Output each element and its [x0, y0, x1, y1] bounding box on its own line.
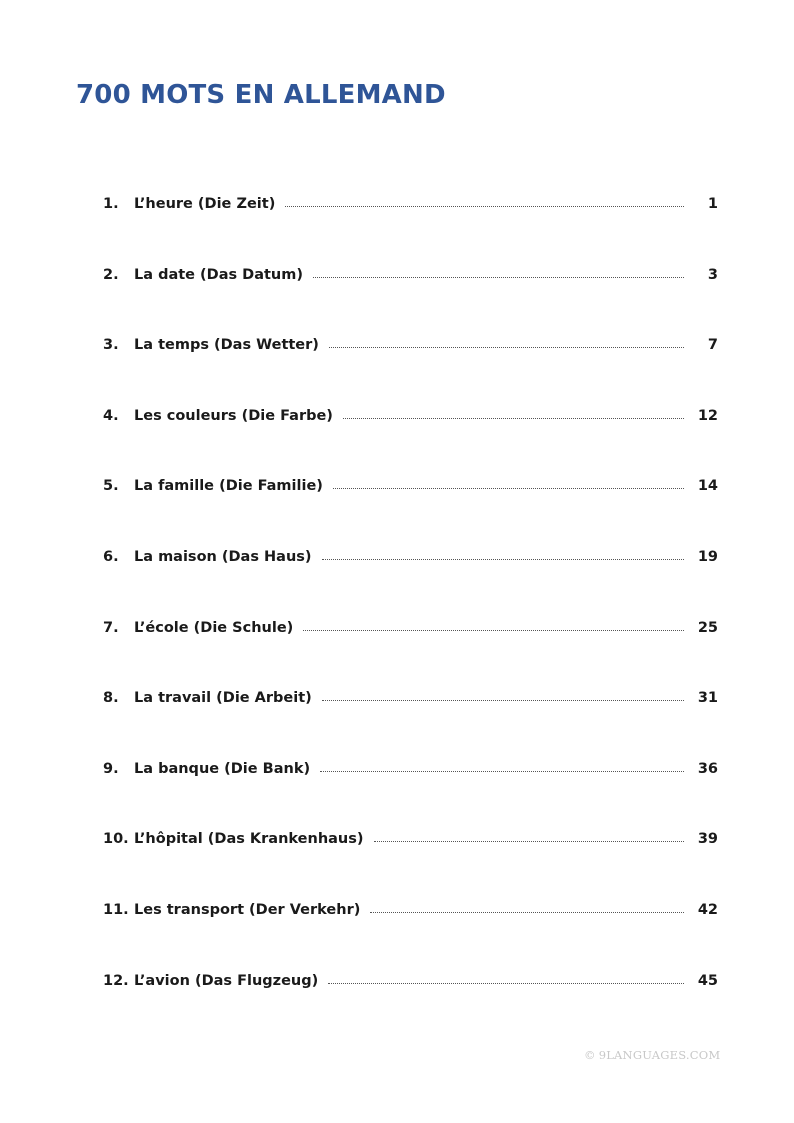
toc-entry-page: 19	[697, 548, 718, 565]
page-title: 700 MOTS EN ALLEMAND	[76, 80, 446, 110]
toc-entry-label: La date (Das Datum)	[134, 266, 303, 283]
toc-dot-leader	[370, 912, 683, 913]
toc-entry[interactable]	[103, 824, 718, 895]
toc-entry[interactable]	[103, 542, 718, 613]
toc-dot-leader	[303, 630, 684, 631]
toc-entry-number: 8.	[103, 690, 119, 707]
toc-entry-number: 11.	[103, 901, 129, 918]
toc-entry[interactable]	[103, 754, 718, 825]
toc-dot-leader	[322, 700, 684, 701]
watermark	[584, 1048, 720, 1062]
toc-entry-number: 9.	[103, 760, 119, 777]
toc-entry-label: L’hôpital (Das Krankenhaus)	[134, 831, 364, 848]
toc-entry[interactable]	[103, 330, 718, 401]
toc-entry-label: La travail (Die Arbeit)	[134, 690, 312, 707]
toc-entry-page: 1	[707, 196, 718, 212]
toc-entry-label: La banque (Die Bank)	[134, 760, 311, 777]
toc-entry-number: 12.	[103, 972, 129, 989]
toc-entry-number: 5.	[103, 478, 119, 495]
toc-entry-number: 10.	[103, 831, 129, 848]
toc-entry-number: 3.	[103, 337, 119, 354]
toc-entry-number: 4.	[103, 407, 119, 424]
table-of-contents	[103, 189, 718, 1036]
toc-dot-leader	[322, 559, 684, 560]
toc-entry[interactable]	[103, 966, 718, 1037]
toc-entry-label: Les transport (Der Verkehr)	[134, 901, 361, 918]
toc-entry-number: 1.	[103, 196, 119, 212]
toc-dot-leader	[333, 488, 684, 489]
toc-entry[interactable]	[103, 683, 718, 754]
copyright-icon: ©	[584, 1048, 596, 1062]
toc-entry[interactable]	[103, 895, 718, 966]
toc-entry-page: 3	[707, 266, 718, 283]
watermark-text: 9LANGUAGES.COM	[598, 1048, 721, 1062]
toc-entry[interactable]	[103, 401, 718, 472]
toc-entry-label: La maison (Das Haus)	[134, 548, 312, 565]
toc-dot-leader	[329, 347, 684, 348]
toc-entry-page: 31	[697, 690, 718, 707]
toc-entry-page: 42	[697, 901, 718, 918]
toc-entry-page: 14	[697, 478, 718, 495]
toc-entry-label: Les couleurs (Die Farbe)	[134, 407, 333, 424]
toc-dot-leader	[285, 206, 684, 207]
toc-entry[interactable]	[103, 189, 718, 260]
toc-entry-number: 2.	[103, 266, 119, 283]
toc-entry-number: 6.	[103, 548, 119, 565]
toc-entry-page: 39	[697, 831, 718, 848]
toc-entry-label: La famille (Die Familie)	[134, 478, 323, 495]
toc-entry[interactable]	[103, 471, 718, 542]
toc-entry-label: L’heure (Die Zeit)	[134, 196, 276, 212]
toc-entry-label: L’école (Die Schule)	[134, 619, 294, 636]
toc-dot-leader	[313, 277, 684, 278]
toc-entry-label: La temps (Das Wetter)	[134, 337, 319, 354]
toc-entry-page: 36	[697, 760, 718, 777]
toc-entry[interactable]	[103, 613, 718, 684]
toc-dot-leader	[343, 418, 684, 419]
toc-entry-page: 7	[707, 337, 718, 354]
toc-entry[interactable]	[103, 260, 718, 331]
toc-entry-page: 25	[697, 619, 718, 636]
toc-entry-page: 45	[697, 972, 718, 989]
toc-dot-leader	[320, 771, 684, 772]
toc-entry-label: L’avion (Das Flugzeug)	[134, 972, 319, 989]
toc-dot-leader	[374, 841, 684, 842]
toc-entry-number: 7.	[103, 619, 119, 636]
toc-entry-page: 12	[697, 407, 718, 424]
toc-dot-leader	[328, 983, 684, 984]
